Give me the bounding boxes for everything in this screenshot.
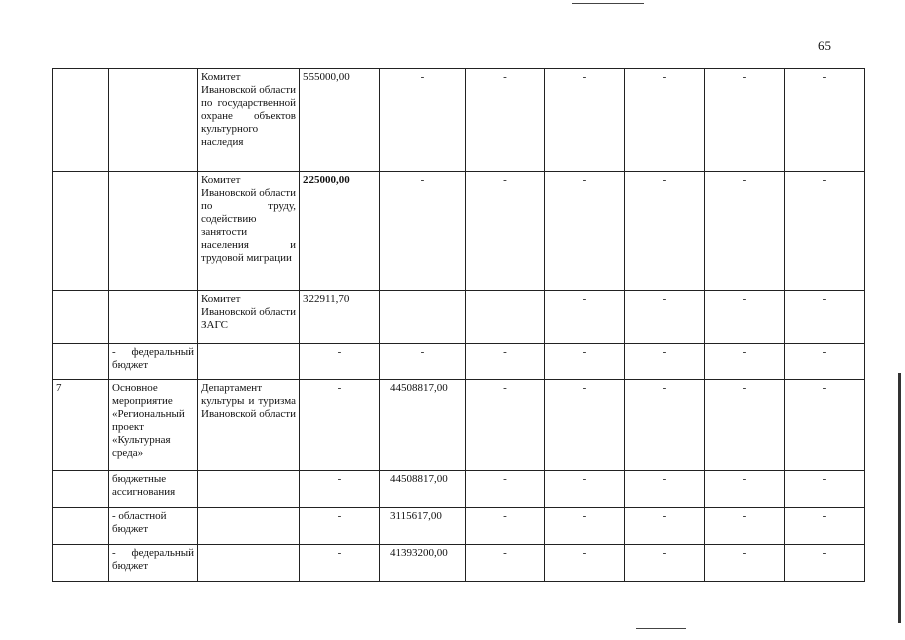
cell-amount: 555000,00 <box>300 69 380 172</box>
cell-value-4: - <box>625 344 705 380</box>
cell-value-6: - <box>785 344 865 380</box>
cell-value-2: - <box>466 69 545 172</box>
cell-value-1: 41393200,00 <box>380 545 466 582</box>
cell-number <box>53 471 109 508</box>
cell-number <box>53 69 109 172</box>
cell-value-1: - <box>380 344 466 380</box>
table-row <box>53 380 865 471</box>
cell-value-5: - <box>705 344 785 380</box>
scan-artifact-top-line <box>572 3 644 4</box>
cell-value-5: - <box>705 545 785 582</box>
cell-name: - федеральный бюджет <box>109 545 198 582</box>
cell-value-5: - <box>705 291 785 344</box>
cell-organization: Комитет Ивановской области ЗАГС <box>198 291 300 344</box>
cell-value-3: - <box>545 344 625 380</box>
cell-value-5: - <box>705 471 785 508</box>
cell-amount: 225000,00 <box>300 172 380 291</box>
table-row <box>53 291 865 344</box>
cell-value-1 <box>380 291 466 344</box>
cell-value-1: - <box>380 172 466 291</box>
cell-value-5: - <box>705 172 785 291</box>
cell-value-6: - <box>785 471 865 508</box>
cell-name <box>109 69 198 172</box>
cell-number <box>53 508 109 545</box>
cell-name: - федеральный бюджет <box>109 344 198 380</box>
cell-value-2: - <box>466 380 545 471</box>
cell-organization <box>198 545 300 582</box>
scan-artifact-right-edge <box>898 373 901 623</box>
cell-value-3: - <box>545 471 625 508</box>
page-number: 65 <box>818 38 831 53</box>
cell-value-4: - <box>625 471 705 508</box>
cell-organization <box>198 471 300 508</box>
cell-value-2 <box>466 291 545 344</box>
cell-value-1: - <box>380 69 466 172</box>
cell-number <box>53 291 109 344</box>
cell-value-5: - <box>705 69 785 172</box>
cell-value-2: - <box>466 172 545 291</box>
cell-amount: - <box>300 545 380 582</box>
cell-value-3: - <box>545 508 625 545</box>
cell-value-3: - <box>545 291 625 344</box>
cell-value-6: - <box>785 545 865 582</box>
table-row <box>53 471 865 508</box>
cell-organization: Комитет Ивановской области по государственной охране объектов культурного наследия <box>198 69 300 172</box>
cell-name: - областной бюджет <box>109 508 198 545</box>
cell-amount: - <box>300 508 380 545</box>
cell-value-1: 3115617,00 <box>380 508 466 545</box>
cell-value-2: - <box>466 508 545 545</box>
cell-organization: Департамент культуры и туризма Ивановской области <box>198 380 300 471</box>
cell-value-6: - <box>785 69 865 172</box>
cell-value-1: 44508817,00 <box>380 380 466 471</box>
cell-organization: Комитет Ивановской области по труду, содействию занятости населения и трудовой миграции <box>198 172 300 291</box>
cell-value-6: - <box>785 291 865 344</box>
budget-table <box>52 68 865 582</box>
scan-artifact-bottom-line <box>636 628 686 629</box>
cell-value-4: - <box>625 291 705 344</box>
cell-name: Основное мероприятие «Региональный проект «Культурная среда» <box>109 380 198 471</box>
cell-value-3: - <box>545 545 625 582</box>
cell-number <box>53 172 109 291</box>
cell-value-6: - <box>785 508 865 545</box>
cell-amount: 322911,70 <box>300 291 380 344</box>
cell-value-5: - <box>705 508 785 545</box>
cell-name <box>109 291 198 344</box>
cell-amount: - <box>300 471 380 508</box>
cell-value-2: - <box>466 545 545 582</box>
cell-number <box>53 545 109 582</box>
cell-number <box>53 344 109 380</box>
table-row <box>53 172 865 291</box>
cell-name <box>109 172 198 291</box>
cell-value-2: - <box>466 471 545 508</box>
cell-name: бюджетные ассигнования <box>109 471 198 508</box>
cell-number: 7 <box>53 380 109 471</box>
cell-value-4: - <box>625 545 705 582</box>
cell-organization <box>198 508 300 545</box>
cell-value-6: - <box>785 380 865 471</box>
cell-amount: - <box>300 380 380 471</box>
table-row <box>53 545 865 582</box>
cell-value-3: - <box>545 172 625 291</box>
cell-value-6: - <box>785 172 865 291</box>
cell-value-4: - <box>625 172 705 291</box>
cell-value-2: - <box>466 344 545 380</box>
table-row <box>53 344 865 380</box>
cell-value-4: - <box>625 69 705 172</box>
table-row <box>53 69 865 172</box>
cell-value-3: - <box>545 380 625 471</box>
cell-organization <box>198 344 300 380</box>
cell-value-5: - <box>705 380 785 471</box>
cell-value-4: - <box>625 380 705 471</box>
cell-value-1: 44508817,00 <box>380 471 466 508</box>
cell-value-4: - <box>625 508 705 545</box>
cell-value-3: - <box>545 69 625 172</box>
table-row <box>53 508 865 545</box>
cell-amount: - <box>300 344 380 380</box>
